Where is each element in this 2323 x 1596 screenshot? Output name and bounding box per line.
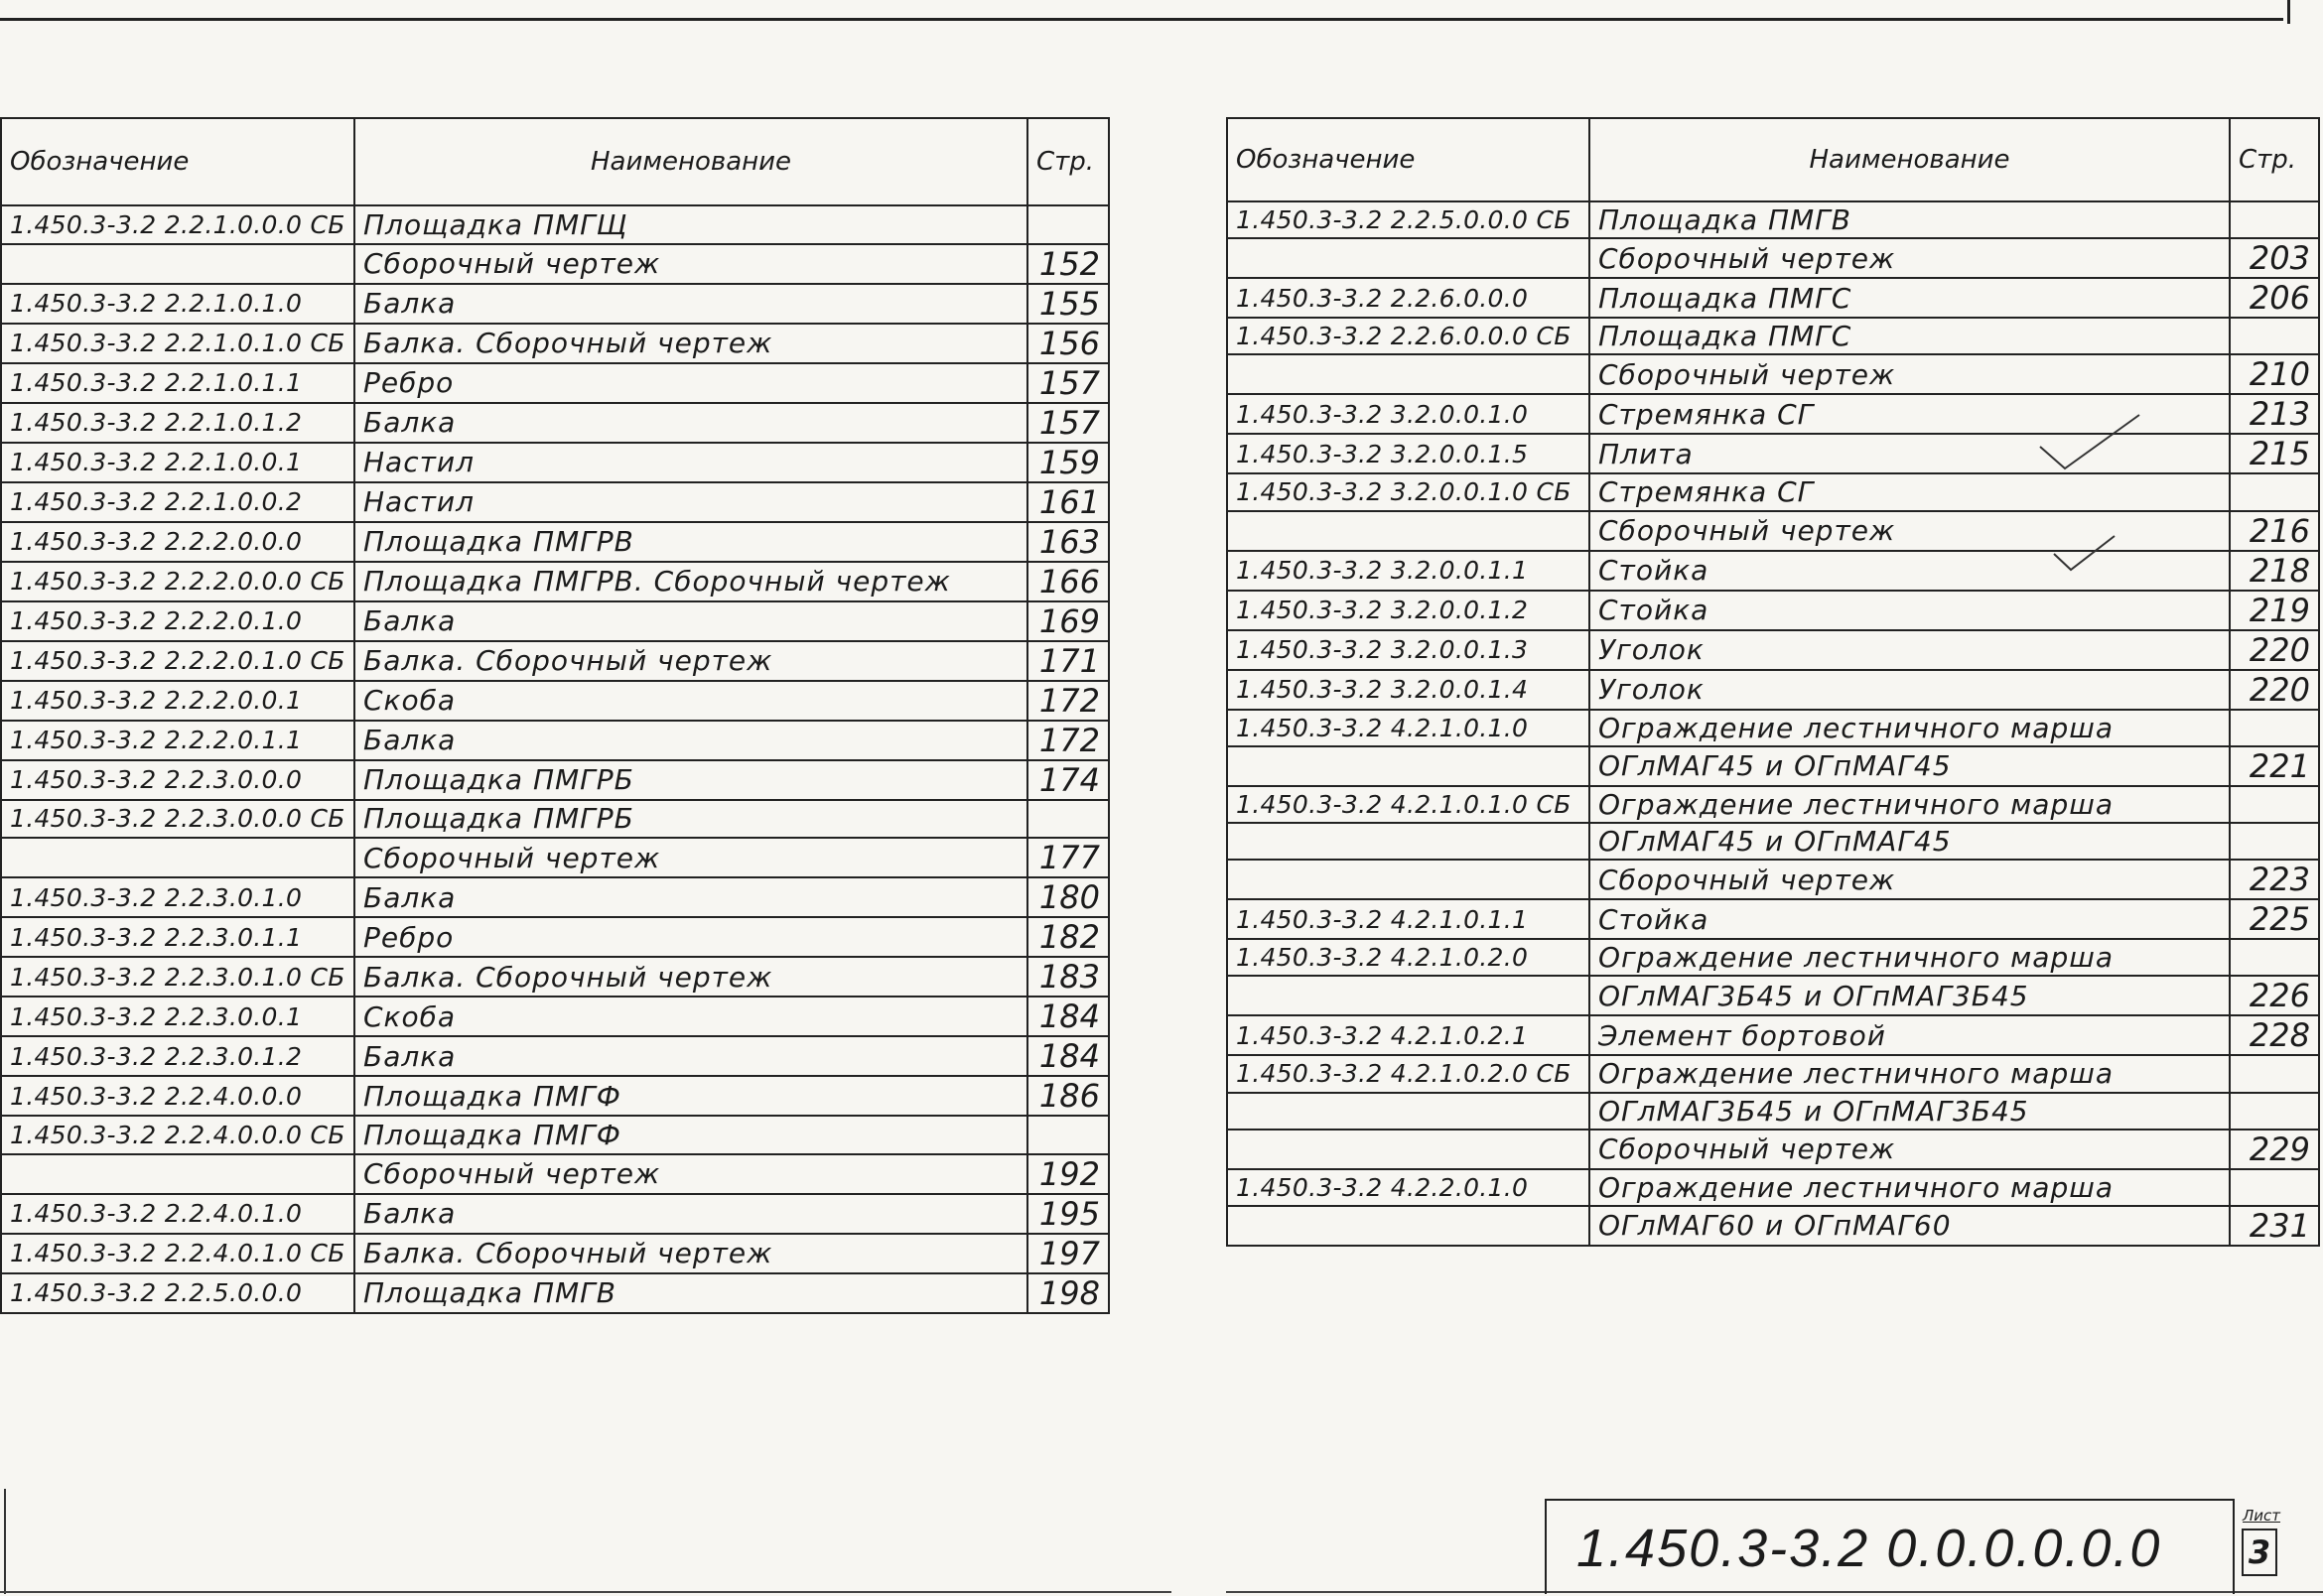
table-row — [1, 1116, 1109, 1154]
page-cell: 159 — [1027, 443, 1109, 482]
designation-cell: 1.450.3-3.2 2.2.3.0.1.0 — [1, 877, 354, 917]
table-row — [1, 443, 1109, 482]
name-cell: Уголок — [1589, 670, 2230, 710]
name-cell: Балка. Сборочный чертеж — [354, 957, 1027, 997]
page-cell: 174 — [1027, 760, 1109, 800]
page-cell: 184 — [1027, 997, 1109, 1036]
designation-cell: 1.450.3-3.2 2.2.1.0.1.1 — [1, 363, 354, 403]
page-cell: 225 — [2230, 899, 2319, 939]
table-row — [1227, 1169, 2319, 1206]
designation-cell: 1.450.3-3.2 2.2.2.0.1.0 — [1, 601, 354, 641]
name-cell: Балка — [354, 601, 1027, 641]
name-cell: Площадка ПМГЩ — [354, 205, 1027, 244]
page-cell: 156 — [1027, 324, 1109, 363]
name-cell: Плита — [1589, 434, 2230, 473]
designation-cell — [1227, 1206, 1589, 1246]
table-row — [1227, 1130, 2319, 1169]
name-cell: ОГлМАГ60 и ОГпМАГ60 — [1589, 1206, 2230, 1246]
designation-cell — [1227, 823, 1589, 860]
page-cell: 157 — [1027, 363, 1109, 403]
designation-cell — [1227, 511, 1589, 551]
designation-cell: 1.450.3-3.2 2.2.2.0.1.1 — [1, 721, 354, 760]
page-cell: 219 — [2230, 591, 2319, 630]
table-row — [1227, 786, 2319, 823]
page-cell — [2230, 318, 2319, 354]
designation-cell: 1.450.3-3.2 2.2.2.0.0.1 — [1, 681, 354, 721]
page-cell: 161 — [1027, 482, 1109, 522]
name-cell: Балка — [354, 1194, 1027, 1234]
designation-cell — [1227, 976, 1589, 1015]
name-cell: Сборочный чертеж — [354, 838, 1027, 877]
name-cell: Площадка ПМГС — [1589, 278, 2230, 318]
table-row — [1227, 823, 2319, 860]
name-cell: Ограждение лестничного марша — [1589, 939, 2230, 976]
designation-cell: 1.450.3-3.2 3.2.0.0.1.0 СБ — [1227, 473, 1589, 510]
name-cell: Ребро — [354, 917, 1027, 957]
designation-cell — [1227, 746, 1589, 786]
page-cell: 152 — [1027, 244, 1109, 284]
name-cell: Сборочный чертеж — [354, 244, 1027, 284]
page-cell: 213 — [2230, 394, 2319, 434]
designation-cell — [1, 1154, 354, 1194]
name-cell: Площадка ПМГС — [1589, 318, 2230, 354]
designation-cell — [1227, 1130, 1589, 1169]
table-row — [1227, 201, 2319, 238]
name-cell: ОГлМАГ45 и ОГпМАГ45 — [1589, 823, 2230, 860]
designation-cell: 1.450.3-3.2 2.2.3.0.1.2 — [1, 1036, 354, 1076]
table-row — [1, 760, 1109, 800]
designation-cell: 1.450.3-3.2 3.2.0.0.1.4 — [1227, 670, 1589, 710]
designation-cell: 1.450.3-3.2 3.2.0.0.1.5 — [1227, 434, 1589, 473]
check-mark-icon — [2035, 407, 2144, 476]
page-cell — [2230, 1169, 2319, 1206]
table-row — [1, 838, 1109, 877]
check-mark-icon — [2049, 526, 2118, 576]
name-cell: Ограждение лестничного марша — [1589, 1055, 2230, 1092]
designation-cell: 1.450.3-3.2 2.2.2.0.0.0 — [1, 522, 354, 562]
name-cell: Сборочный чертеж — [1589, 354, 2230, 394]
designation-cell: 1.450.3-3.2 2.2.1.0.1.0 СБ — [1, 324, 354, 363]
name-cell: Ограждение лестничного марша — [1589, 1169, 2230, 1206]
name-cell: Скоба — [354, 681, 1027, 721]
name-cell: Балка — [354, 284, 1027, 324]
table-row — [1, 601, 1109, 641]
table-row — [1, 324, 1109, 363]
designation-cell — [1227, 354, 1589, 394]
designation-cell — [1227, 860, 1589, 899]
name-cell: Площадка ПМГФ — [354, 1076, 1027, 1116]
name-cell: Сборочный чертеж — [354, 1154, 1027, 1194]
designation-cell: 1.450.3-3.2 2.2.1.0.0.2 — [1, 482, 354, 522]
table-row — [1, 1076, 1109, 1116]
designation-cell: 1.450.3-3.2 2.2.4.0.1.0 СБ — [1, 1234, 354, 1273]
designation-cell — [1, 244, 354, 284]
name-cell: Площадка ПМГРВ — [354, 522, 1027, 562]
table-row — [1227, 1015, 2319, 1055]
page-cell: 184 — [1027, 1036, 1109, 1076]
page-cell: 166 — [1027, 562, 1109, 601]
name-header: Наименование — [1589, 118, 2230, 201]
table-row — [1, 917, 1109, 957]
page-cell: 216 — [2230, 511, 2319, 551]
designation-cell: 1.450.3-3.2 2.2.3.0.0.1 — [1, 997, 354, 1036]
designation-cell: 1.450.3-3.2 2.2.4.0.0.0 СБ — [1, 1116, 354, 1154]
name-cell: Уголок — [1589, 630, 2230, 670]
page-header: Стр. — [1027, 118, 1109, 205]
designation-cell: 1.450.3-3.2 2.2.3.0.0.0 СБ — [1, 800, 354, 839]
designation-cell: 1.450.3-3.2 2.2.1.0.1.2 — [1, 403, 354, 443]
designation-cell: 1.450.3-3.2 2.2.3.0.0.0 — [1, 760, 354, 800]
name-cell: Площадка ПМГВ — [1589, 201, 2230, 238]
page-cell: 177 — [1027, 838, 1109, 877]
table-row — [1227, 1055, 2319, 1092]
table-row — [1, 1154, 1109, 1194]
page-cell: 210 — [2230, 354, 2319, 394]
name-cell: Балка — [354, 1036, 1027, 1076]
table-row — [1, 957, 1109, 997]
sheet-number-box — [2242, 1507, 2281, 1592]
table-row — [1227, 630, 2319, 670]
name-cell: Площадка ПМГРБ — [354, 760, 1027, 800]
name-cell: Скоба — [354, 997, 1027, 1036]
designation-cell: 1.450.3-3.2 2.2.1.0.1.0 — [1, 284, 354, 324]
page-cell: 198 — [1027, 1273, 1109, 1313]
name-cell: Ребро — [354, 363, 1027, 403]
name-cell: Стойка — [1589, 899, 2230, 939]
designation-cell: 1.450.3-3.2 2.2.1.0.0.0 СБ — [1, 205, 354, 244]
name-cell: Ограждение лестничного марша — [1589, 786, 2230, 823]
page-cell: 183 — [1027, 957, 1109, 997]
designation-cell: 1.450.3-3.2 4.2.1.0.1.1 — [1227, 899, 1589, 939]
table-row — [1, 1194, 1109, 1234]
table-row — [1227, 591, 2319, 630]
designation-cell: 1.450.3-3.2 2.2.2.0.0.0 СБ — [1, 562, 354, 601]
table-row — [1227, 1206, 2319, 1246]
left-edge-line — [4, 1489, 6, 1594]
table-row — [1, 1273, 1109, 1313]
contents-table-right — [1226, 117, 2320, 1247]
page-cell: 195 — [1027, 1194, 1109, 1234]
table-row — [1227, 354, 2319, 394]
name-cell: Стойка — [1589, 551, 2230, 591]
designation-cell: 1.450.3-3.2 4.2.1.0.1.0 СБ — [1227, 786, 1589, 823]
name-cell: Балка. Сборочный чертеж — [354, 641, 1027, 681]
page-cell: 221 — [2230, 746, 2319, 786]
table-row — [1, 284, 1109, 324]
header-row — [1, 118, 1109, 205]
name-cell: Площадка ПМГФ — [354, 1116, 1027, 1154]
bottom-border-left — [0, 1591, 1171, 1593]
designation-cell: 1.450.3-3.2 4.2.1.0.2.0 — [1227, 939, 1589, 976]
designation-cell: 1.450.3-3.2 2.2.3.0.1.1 — [1, 917, 354, 957]
header-row — [1227, 118, 2319, 201]
designation-cell: 1.450.3-3.2 2.2.6.0.0.0 — [1227, 278, 1589, 318]
table-row — [1227, 238, 2319, 278]
table-row — [1227, 278, 2319, 318]
name-header: Наименование — [354, 118, 1027, 205]
table-row — [1, 522, 1109, 562]
designation-cell: 1.450.3-3.2 2.2.4.0.1.0 — [1, 1194, 354, 1234]
table-row — [1, 877, 1109, 917]
table-row — [1227, 434, 2319, 473]
designation-cell: 1.450.3-3.2 2.2.6.0.0.0 СБ — [1227, 318, 1589, 354]
page-cell: 171 — [1027, 641, 1109, 681]
page-cell: 215 — [2230, 434, 2319, 473]
page-cell — [1027, 205, 1109, 244]
page-cell: 192 — [1027, 1154, 1109, 1194]
page-cell — [1027, 1116, 1109, 1154]
table-row — [1227, 860, 2319, 899]
page-cell — [2230, 823, 2319, 860]
page-cell: 155 — [1027, 284, 1109, 324]
table-row — [1, 681, 1109, 721]
page-header: Стр. — [2230, 118, 2319, 201]
designation-cell — [1, 838, 354, 877]
table-row — [1, 997, 1109, 1036]
name-cell: Балка. Сборочный чертеж — [354, 1234, 1027, 1273]
page-cell: 157 — [1027, 403, 1109, 443]
page-cell — [2230, 939, 2319, 976]
page-cell: 203 — [2230, 238, 2319, 278]
name-cell: Балка — [354, 721, 1027, 760]
name-cell: Площадка ПМГРБ — [354, 800, 1027, 839]
page-cell: 220 — [2230, 670, 2319, 710]
table-row — [1, 363, 1109, 403]
name-cell: Стремянка СГ — [1589, 394, 2230, 434]
name-cell: Стремянка СГ — [1589, 473, 2230, 510]
page-cell: 226 — [2230, 976, 2319, 1015]
table-row — [1227, 899, 2319, 939]
table-row — [1227, 746, 2319, 786]
table-row — [1227, 670, 2319, 710]
page-cell — [2230, 1093, 2319, 1130]
page-cell — [1027, 800, 1109, 839]
designation-cell: 1.450.3-3.2 3.2.0.0.1.0 — [1227, 394, 1589, 434]
name-cell: Стойка — [1589, 591, 2230, 630]
designation-cell: 1.450.3-3.2 4.2.1.0.1.0 — [1227, 710, 1589, 746]
table-row — [1, 800, 1109, 839]
name-cell: ОГлМАГ45 и ОГпМАГ45 — [1589, 746, 2230, 786]
designation-cell: 1.450.3-3.2 3.2.0.0.1.1 — [1227, 551, 1589, 591]
table-row — [1, 482, 1109, 522]
table-row — [1227, 710, 2319, 746]
page-cell: 172 — [1027, 681, 1109, 721]
page-cell: 182 — [1027, 917, 1109, 957]
designation-cell: 1.450.3-3.2 4.2.1.0.2.0 СБ — [1227, 1055, 1589, 1092]
table-row — [1, 1036, 1109, 1076]
contents-table-left — [0, 117, 1110, 1314]
designation-header: Обозначение — [1, 118, 354, 205]
sheet-number: 3 — [2242, 1529, 2277, 1576]
table-row — [1, 403, 1109, 443]
name-cell: Балка — [354, 877, 1027, 917]
name-cell: ОГлМАГ3Б45 и ОГпМАГ3Б45 — [1589, 1093, 2230, 1130]
table-row — [1227, 939, 2319, 976]
designation-cell: 1.450.3-3.2 2.2.4.0.0.0 — [1, 1076, 354, 1116]
table-row — [1, 721, 1109, 760]
name-cell: Сборочный чертеж — [1589, 1130, 2230, 1169]
designation-cell: 1.450.3-3.2 3.2.0.0.1.2 — [1227, 591, 1589, 630]
table-row — [1227, 511, 2319, 551]
table-row — [1, 562, 1109, 601]
page-cell: 229 — [2230, 1130, 2319, 1169]
page-cell: 197 — [1027, 1234, 1109, 1273]
sheet-label: Лист — [2242, 1507, 2280, 1525]
page-cell: 231 — [2230, 1206, 2319, 1246]
designation-cell: 1.450.3-3.2 2.2.1.0.0.1 — [1, 443, 354, 482]
table-row — [1, 1234, 1109, 1273]
page-cell — [2230, 710, 2319, 746]
page-cell — [2230, 473, 2319, 510]
table-row — [1227, 551, 2319, 591]
table-row — [1227, 394, 2319, 434]
page-cell — [2230, 1055, 2319, 1092]
page-cell — [2230, 786, 2319, 823]
designation-cell: 1.450.3-3.2 2.2.3.0.1.0 СБ — [1, 957, 354, 997]
table-row — [1227, 1093, 2319, 1130]
table-row — [1, 641, 1109, 681]
page-cell: 180 — [1027, 877, 1109, 917]
designation-cell: 1.450.3-3.2 2.2.2.0.1.0 СБ — [1, 641, 354, 681]
name-cell: Балка — [354, 403, 1027, 443]
designation-cell: 1.450.3-3.2 3.2.0.0.1.3 — [1227, 630, 1589, 670]
designation-cell — [1227, 1093, 1589, 1130]
page-cell: 223 — [2230, 860, 2319, 899]
designation-cell: 1.450.3-3.2 4.2.2.0.1.0 — [1227, 1169, 1589, 1206]
designation-cell: 1.450.3-3.2 2.2.5.0.0.0 — [1, 1273, 354, 1313]
page-cell: 172 — [1027, 721, 1109, 760]
name-cell: Ограждение лестничного марша — [1589, 710, 2230, 746]
name-cell: Балка. Сборочный чертеж — [354, 324, 1027, 363]
page-cell: 228 — [2230, 1015, 2319, 1055]
right-border-line — [2287, 0, 2290, 24]
name-cell: Площадка ПМГРВ. Сборочный чертеж — [354, 562, 1027, 601]
page-cell: 186 — [1027, 1076, 1109, 1116]
name-cell: Настил — [354, 443, 1027, 482]
table-row — [1227, 976, 2319, 1015]
page-cell: 206 — [2230, 278, 2319, 318]
name-cell: Площадка ПМГВ — [354, 1273, 1027, 1313]
page-cell — [2230, 201, 2319, 238]
designation-cell: 1.450.3-3.2 2.2.5.0.0.0 СБ — [1227, 201, 1589, 238]
designation-header: Обозначение — [1227, 118, 1589, 201]
page-cell: 169 — [1027, 601, 1109, 641]
name-cell: ОГлМАГ3Б45 и ОГпМАГ3Б45 — [1589, 976, 2230, 1015]
document-code: 1.450.3-3.2 0.0.0.0.0.0 — [1545, 1499, 2235, 1594]
page-cell: 218 — [2230, 551, 2319, 591]
page-cell: 220 — [2230, 630, 2319, 670]
table-row — [1227, 473, 2319, 510]
name-cell: Элемент бортовой — [1589, 1015, 2230, 1055]
page-cell: 163 — [1027, 522, 1109, 562]
name-cell: Сборочный чертеж — [1589, 238, 2230, 278]
table-row — [1, 205, 1109, 244]
designation-cell — [1227, 238, 1589, 278]
name-cell: Настил — [354, 482, 1027, 522]
top-border-line — [0, 18, 2283, 21]
table-row — [1227, 318, 2319, 354]
name-cell: Сборочный чертеж — [1589, 860, 2230, 899]
name-cell: Сборочный чертеж — [1589, 511, 2230, 551]
table-row — [1, 244, 1109, 284]
designation-cell: 1.450.3-3.2 4.2.1.0.2.1 — [1227, 1015, 1589, 1055]
